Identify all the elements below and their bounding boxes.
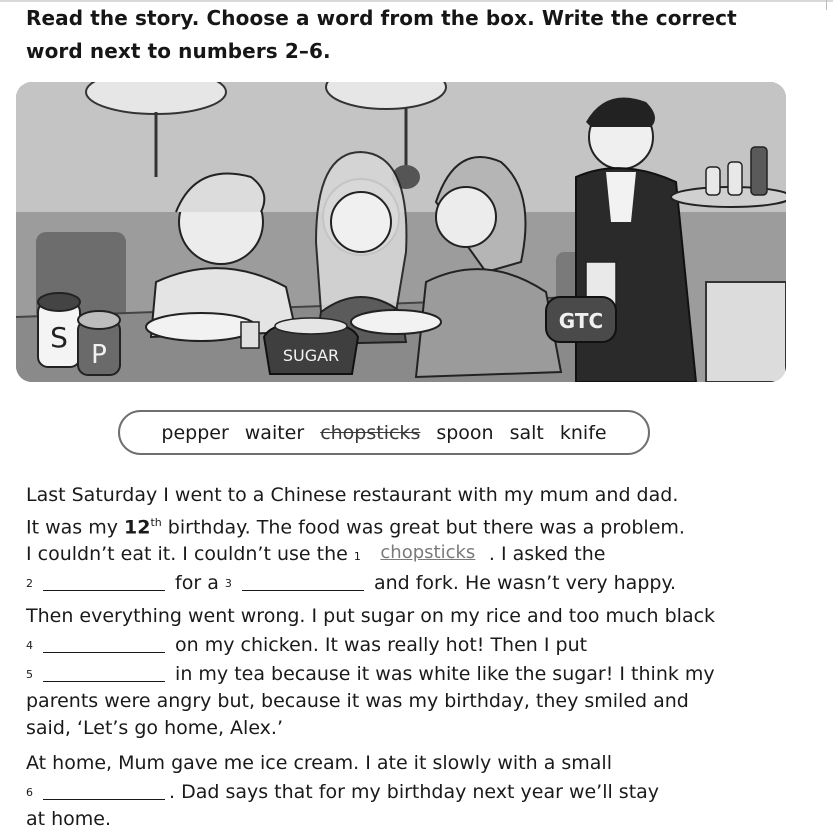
story-line: At home, Mum gave me ice cream. I ate it slowly with a small <box>26 752 612 774</box>
gap-number-6: 6 <box>26 786 33 799</box>
story-line: parents were angry but, because it was my birthday, they smiled and <box>26 690 689 712</box>
story-line: at home. <box>26 808 112 830</box>
instructions <box>26 2 806 68</box>
answer-blank-4[interactable] <box>43 632 165 653</box>
chair-logo: GTC <box>558 309 604 333</box>
story-line: $^2$ for a $^3$ and fork. He wasn’t very happy. <box>26 572 677 595</box>
story-paragraph-3 <box>26 750 816 833</box>
salt-shaker-label: S <box>50 321 68 354</box>
ordinal-suffix: th <box>150 516 162 529</box>
word-waiter: waiter <box>244 421 305 444</box>
story-paragraph-2 <box>26 603 816 742</box>
gap-number-1: 1 <box>353 550 361 564</box>
gap-number-2: 2 <box>26 577 33 591</box>
answer-blank-3[interactable] <box>242 570 364 591</box>
answer-blank-5[interactable] <box>43 661 165 682</box>
answer-blank-6[interactable] <box>43 779 165 800</box>
gap-number-3: 3 <box>224 577 232 591</box>
story-line: It was my 12th birthday. The food was great but there was a problem. <box>26 516 685 539</box>
word-pepper: pepper <box>161 421 229 444</box>
word-box <box>118 410 650 455</box>
word-chopsticks-crossed: chopsticks <box>320 421 421 444</box>
story-line: Last Saturday I went to a Chinese restaurant with my mum and dad. <box>26 484 679 506</box>
gap-number-5: 5 <box>26 668 33 681</box>
pepper-shaker-label: P <box>91 340 107 370</box>
restaurant-illustration <box>16 82 786 382</box>
word-spoon: spoon <box>436 421 494 444</box>
sugar-bowl-label: SUGAR <box>282 346 340 365</box>
answer-blank-2[interactable] <box>43 570 165 591</box>
story-line: said, ‘Let’s go home, Alex.’ <box>26 717 283 739</box>
answer-1-example: chopsticks <box>380 542 476 564</box>
story-line: $^5$ in my tea because it was white like the sugar! I think my <box>26 663 715 685</box>
story-line: I couldn’t eat it. I couldn’t use the $^1$ chopsticks . I asked the <box>26 541 816 568</box>
age-number: 12 <box>124 516 151 539</box>
instructions-line-2: word next to numbers 2–6. <box>26 39 331 63</box>
story-paragraph-1 <box>26 482 816 597</box>
story-line: $^4$ on my chicken. It was really hot! Then I put <box>26 634 588 656</box>
story-line: Then everything went wrong. I put sugar on my rice and too much black <box>26 605 716 627</box>
instructions-line-1: Read the story. Choose a word from the box. Write the correct <box>26 6 737 30</box>
word-salt: salt <box>509 421 544 444</box>
gap-number-4: 4 <box>26 639 33 652</box>
right-rule <box>826 0 827 10</box>
word-knife: knife <box>559 421 607 444</box>
story-line: $^6$ . Dad says that for my birthday next year we’ll stay <box>26 781 660 803</box>
